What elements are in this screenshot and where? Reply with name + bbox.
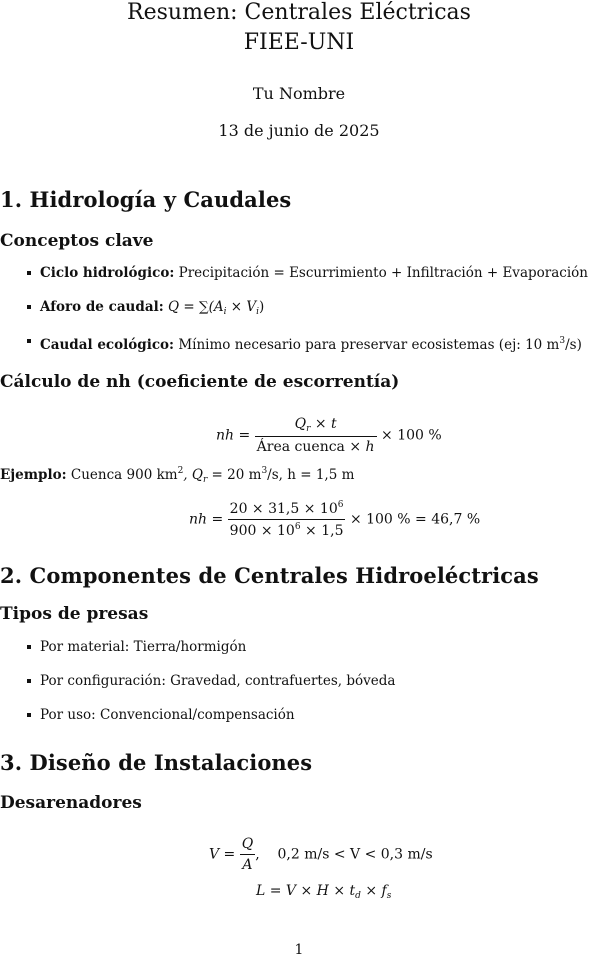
list-item-text: Mínimo necesario para preservar ecosistemas (ej: 10 m	[178, 337, 560, 353]
subscript: i	[256, 307, 260, 317]
list-item-text: )	[259, 299, 265, 315]
subsection-desarenadores: Desarenadores	[0, 793, 142, 813]
superscript: 6	[337, 500, 344, 510]
list-item: Por uso: Convencional/compensación	[22, 706, 395, 740]
section-1-heading: 1. Hidrología y Caudales	[0, 187, 292, 212]
denominator-text: 900 × 10	[229, 523, 295, 539]
example-text: , Q	[183, 467, 203, 483]
numerator-text: 20 × 31,5 × 10	[229, 501, 338, 517]
subscript: i	[223, 307, 227, 317]
subscript: d	[355, 891, 361, 901]
eq-fraction	[240, 836, 255, 873]
list-item-text: Q = ∑(A	[167, 299, 224, 315]
eq-rest: , 0,2 m/s < V < 0,3 m/s	[255, 846, 433, 863]
example-text: Cuenca 900 km	[70, 467, 178, 483]
calc-fraction	[228, 500, 346, 539]
superscript: 3	[559, 336, 566, 346]
fraction-numerator: Q	[240, 836, 255, 855]
list-item-label: Aforo de caudal:	[40, 299, 164, 315]
subscript: r	[306, 424, 311, 434]
fraction-numerator	[228, 500, 346, 520]
list-item: Por material: Tierra/hormigón	[22, 638, 395, 672]
list-item-text: Precipitación = Escurrimiento + Infiltración + Evaporación	[178, 265, 588, 281]
length-equation	[256, 883, 391, 901]
page-number: 1	[294, 942, 304, 958]
subsection-calculo-nh: Cálculo de nh (coeficiente de escorrentía)	[0, 372, 400, 392]
denominator-text: Área cuenca ×	[256, 439, 366, 455]
numerator-var: Q	[294, 416, 307, 432]
eq-text: L = V × H × t	[256, 883, 356, 899]
subscript: s	[386, 891, 392, 901]
numerator-rest: × t	[310, 416, 337, 432]
fraction-numerator	[255, 416, 377, 437]
formula-rhs: × 100 %	[381, 427, 442, 444]
nh-calculation	[189, 500, 480, 539]
nh-formula	[216, 416, 442, 455]
concepts-list	[22, 264, 588, 366]
example-line	[0, 466, 354, 485]
velocity-equation	[209, 836, 433, 873]
subsection-conceptos-clave: Conceptos clave	[0, 231, 154, 251]
list-item	[22, 298, 588, 332]
fraction-denominator	[255, 437, 377, 455]
example-label: Ejemplo:	[0, 467, 67, 483]
presas-list	[22, 638, 395, 740]
subsection-tipos-presas: Tipos de presas	[0, 604, 149, 624]
denominator-rest: × 1,5	[300, 523, 344, 539]
list-item: Por configuración: Gravedad, contrafuertes, bóveda	[22, 672, 395, 706]
list-item-label: Ciclo hidrológico:	[40, 265, 175, 281]
superscript: 2	[177, 466, 184, 476]
fraction-denominator	[228, 520, 346, 539]
subscript: r	[202, 475, 208, 485]
list-item	[22, 332, 588, 366]
formula-lhs: nh =	[216, 427, 251, 444]
calc-lhs: nh =	[189, 511, 224, 528]
fraction-denominator: A	[242, 857, 253, 873]
calc-rhs: × 100 % = 46,7 %	[349, 511, 481, 528]
list-item-text: × V	[226, 299, 257, 315]
document-author: Tu Nombre	[252, 84, 346, 103]
example-text: /s, h = 1,5 m	[267, 467, 355, 483]
list-item	[22, 264, 588, 298]
example-text: = 20 m	[207, 467, 262, 483]
section-3-heading: 3. Diseño de Instalaciones	[0, 750, 313, 775]
section-2-heading: 2. Componentes de Centrales Hidroeléctricas	[0, 563, 539, 588]
document-title-line1: Resumen: Centrales Eléctricas	[127, 0, 471, 25]
superscript: 3	[261, 466, 268, 476]
document-date: 13 de junio de 2025	[218, 121, 380, 140]
superscript: 6	[294, 522, 301, 532]
document-title-line2: FIEE-UNI	[243, 30, 355, 55]
eq-text: × f	[360, 883, 387, 899]
list-item-text: /s)	[565, 337, 582, 353]
formula-fraction	[255, 416, 377, 455]
list-item-label: Caudal ecológico:	[40, 337, 175, 353]
denominator-var: h	[365, 439, 375, 455]
eq-lhs: V =	[209, 846, 236, 863]
